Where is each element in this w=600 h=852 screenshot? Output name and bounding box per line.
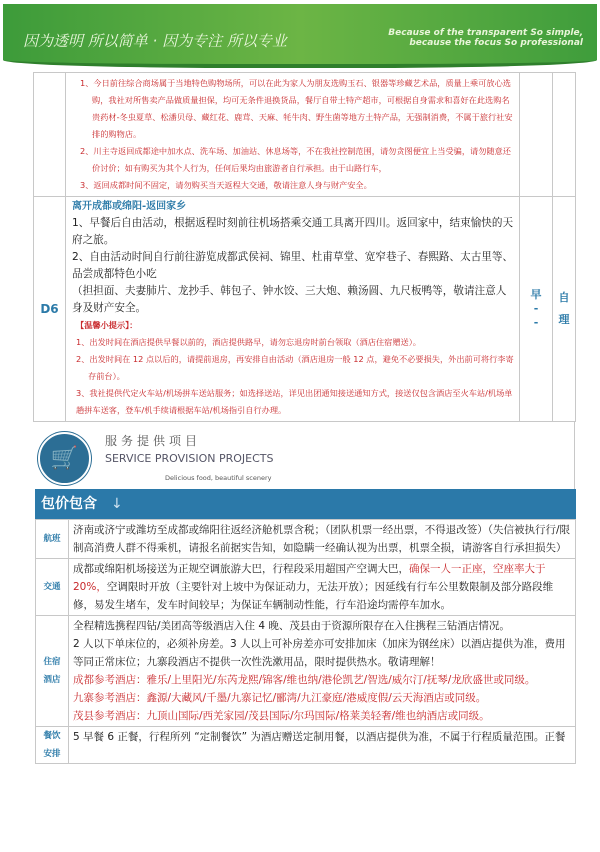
slogan-cn: 因为透明 所以简单 · 因为专注 所以专业 [23,32,287,50]
tip: 2、出发时间在 12 点以后的，请提前退房，再安排自由活动（酒店退房一般 12 点，避免不必要损失，外出前可将行李寄存前台）。 [76,354,514,381]
itinerary-row-d6 [34,197,576,422]
included-row-transport [36,559,576,616]
note: 3、返回成都时间不固定，请勿购买当天返程大交通，敬请注意人身与财产安全。 [80,180,372,190]
header-banner [3,4,597,68]
note: 2、川主寺返回成都途中加水点、洗车场、加油站、休息场等，不在我社控制范围，请勿贪图便宜上当受骗，请勿随意还价讨价；如有购买为其个人行为，任何后果均由旅游者自行承担。由于山路行车， [80,146,511,173]
itinerary-table [33,72,576,422]
row-label: 餐饮 安排 [36,727,69,764]
day-line: 2、自由活动时间自行前往游览成都武侯祠、锦里、杜甫草堂、宽窄巷子、春熙路、太古里等、品尝成都特色小吃 [72,251,514,280]
included-row-flight [36,520,576,559]
slogan-en: Because of the transparent So simple, because the focus So professional [388,28,583,48]
row-label: 住宿 酒店 [36,616,69,727]
day-line: 1、早餐后自由活动，根据返程时刻前往机场搭乘交通工具离开四川。返回家中，结束愉快的天府之旅。 [72,217,514,246]
included-row-hotel [36,616,576,727]
note: 1、今日前往综合商场属于当地特色购物场所，可以在此为家人为朋友选购玉石、银器等珍藏艺术品，质量上乘可放心选购，我社对所售卖产品做质量担保，均可无条件退换货品，餐厅自带土特产超市，可根据自身需求和喜好在此选购名贵药材-冬虫夏草、松潘贝母、藏红花、鹿茸、天麻、牦牛肉、野生菌等地方土特产品，无强制消费，不属于旅行社安排的购物店。 [80,78,513,139]
day-title: 离开成都或绵阳-返回家乡 [72,201,187,212]
service-title-cn: 服务提供项目 [105,434,202,448]
service-tagline: Delicious food, beautiful scenery [165,474,272,482]
included-row-meals [36,727,576,764]
row-text: 成都或绵阳机场接送为正规空调旅游大巴，行程段采用超国产空调大巴，确保一人一正座，空座率大于 20%，空调限时开放（主要针对上坡中为保证动力，无法开放）；因延线有行车公里数限制及部分路段维修，易发生堵车，发车时间较早；为保证车辆制动性能，行车沿途均需停车加水。 [69,559,576,616]
itinerary-row-prev [34,73,576,197]
row-text: 济南或济宁或潍坊至成都或绵阳往返经济舱机票含税；（团队机票一经出票，不得退改签）（失信被执行行/限制高消费人群不得乘机，请报名前据实告知，如隐瞒一经确认视为出票，机票全损，请游客自行承担损失） [69,520,576,559]
row-text: 5 早餐 6 正餐，行程所列 “定制餐饮” 为酒店赠送定制用餐，以酒店提供为准，不属于行程质量范围。正餐 [69,727,576,764]
day-label: D6 [34,197,66,422]
included-table [35,519,576,764]
service-title-en: SERVICE PROVISION PROJECTS [105,452,274,465]
prev-day-notes [66,73,520,197]
luggage-cart-icon: 🛒 [38,432,91,485]
included-heading: 包价包含 ↓ [35,489,576,519]
tip: 3、我社提供代定火车站/机场拼车送站服务；如选择送站，详见出团通知接送通知方式，接送仅包含酒店至火车站/机场单趟拼车送客，登车/机手续请根据车站/机场指引自行办理。 [76,388,513,415]
service-section-header [33,422,575,489]
row-label: 航班 [36,520,69,559]
row-text: 全程精选携程四钻/美团高等级酒店入住 4 晚、茂县由于资源所限存在入住携程三钻酒店情况。 2 人以下单床位的，必须补房差。3 人以上可补房差亦可安排加床（加床为钢丝床）以酒店提供为准，费用等同正常床位；九寨段酒店不提供一次性洗漱用品，限时提供热水。敬请理解！ 成都参考酒店：雅乐/上里阳光/东芮龙熙/锦客/维也纳/港伦凯艺/智选/威尔汀/抚琴/龙欣盛世或同级。 九寨参考酒店：鑫源/大藏风/千墨/九寨记忆/郦湾/九江豪庭/港威度假/云天海酒店或同级。 茂县参考酒店：九顶山国际/西羌家园/茂县国际/尔玛国际/格莱美轻奢/维也纳酒店或同级。 [69,616,576,727]
meal-cell: 早 - - [520,197,553,422]
arrow-down-icon: ↓ [111,496,123,512]
hotel-cell: 自 理 [553,197,576,422]
tips-title: 【温馨小提示】： [76,320,138,330]
day-line: （担担面、夫妻肺片、龙抄手、韩包子、钟水饺、三大炮、赖汤圆、九尺板鸭等，敬请注意人身及财产安全。 [72,285,507,314]
tip: 1、出发时间在酒店提供早餐以前的，酒店提供路早，请勿忘退房时前台领取（酒店住宿赠送）。 [76,337,421,347]
page-body [0,72,600,764]
row-label: 交通 [36,559,69,616]
